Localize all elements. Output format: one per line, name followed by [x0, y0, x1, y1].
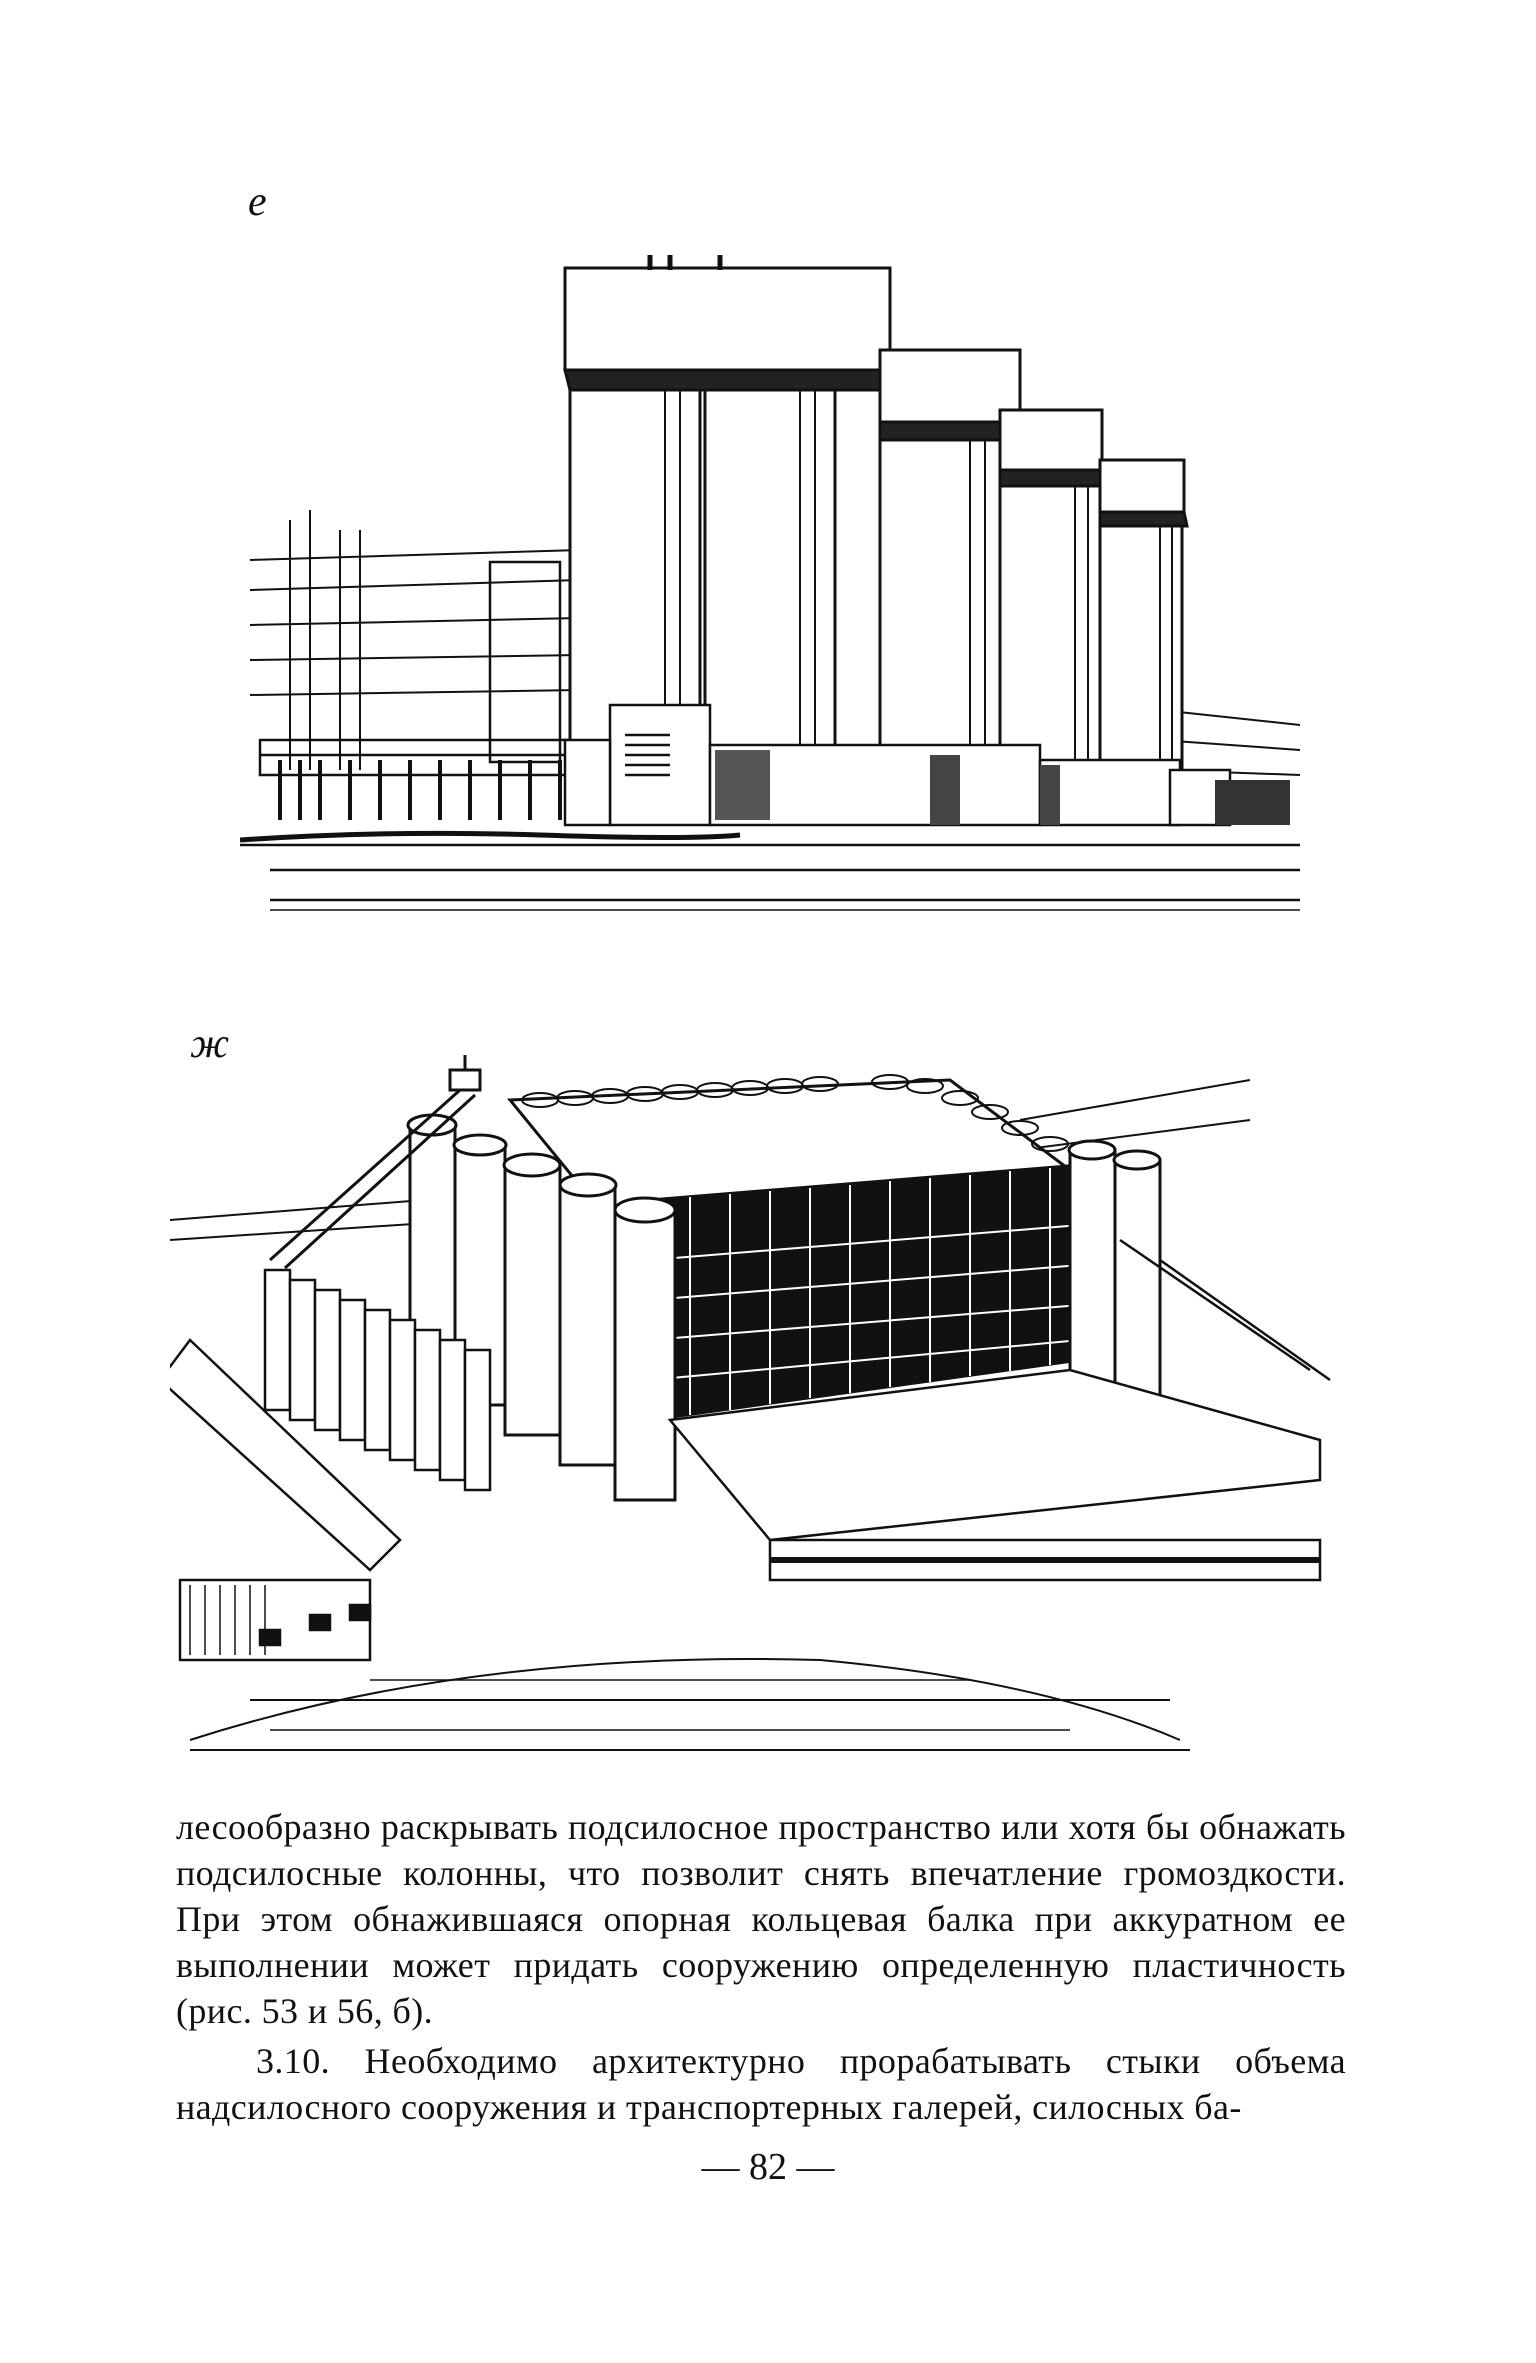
figure-zh-label: ж	[190, 1021, 230, 1067]
right-silos	[1069, 1141, 1160, 1400]
silo-tower-4	[1100, 460, 1187, 770]
paragraph-2: 3.10. Необходимо архитектурно прорабатывать стыки объема надсилосного сооружения и транспортерных галерей, силосных ба-	[176, 2041, 1346, 2127]
silo-tower-1	[565, 255, 900, 770]
ground	[240, 833, 1300, 910]
paragraph-1: лесообразно раскрывать подсилосное пространство или хотя бы обнажать подсилосные колонны, что позволит снять впечатление громоздкости. При этом обнажившаяся опорная кольцевая балка при аккуратном ее выполнении может придать сооружению определенную пластичность (рис. 53 и 56, б).	[176, 1807, 1346, 2031]
foreground-water	[190, 1659, 1190, 1750]
page-number: — 82 —	[701, 2146, 835, 2188]
figure-e-label: е	[248, 179, 267, 225]
figure-zh-illustration	[170, 1040, 1340, 1760]
silo-tower-3	[1000, 410, 1106, 770]
figure-e-illustration	[240, 250, 1320, 940]
body-text	[176, 1804, 1346, 2130]
